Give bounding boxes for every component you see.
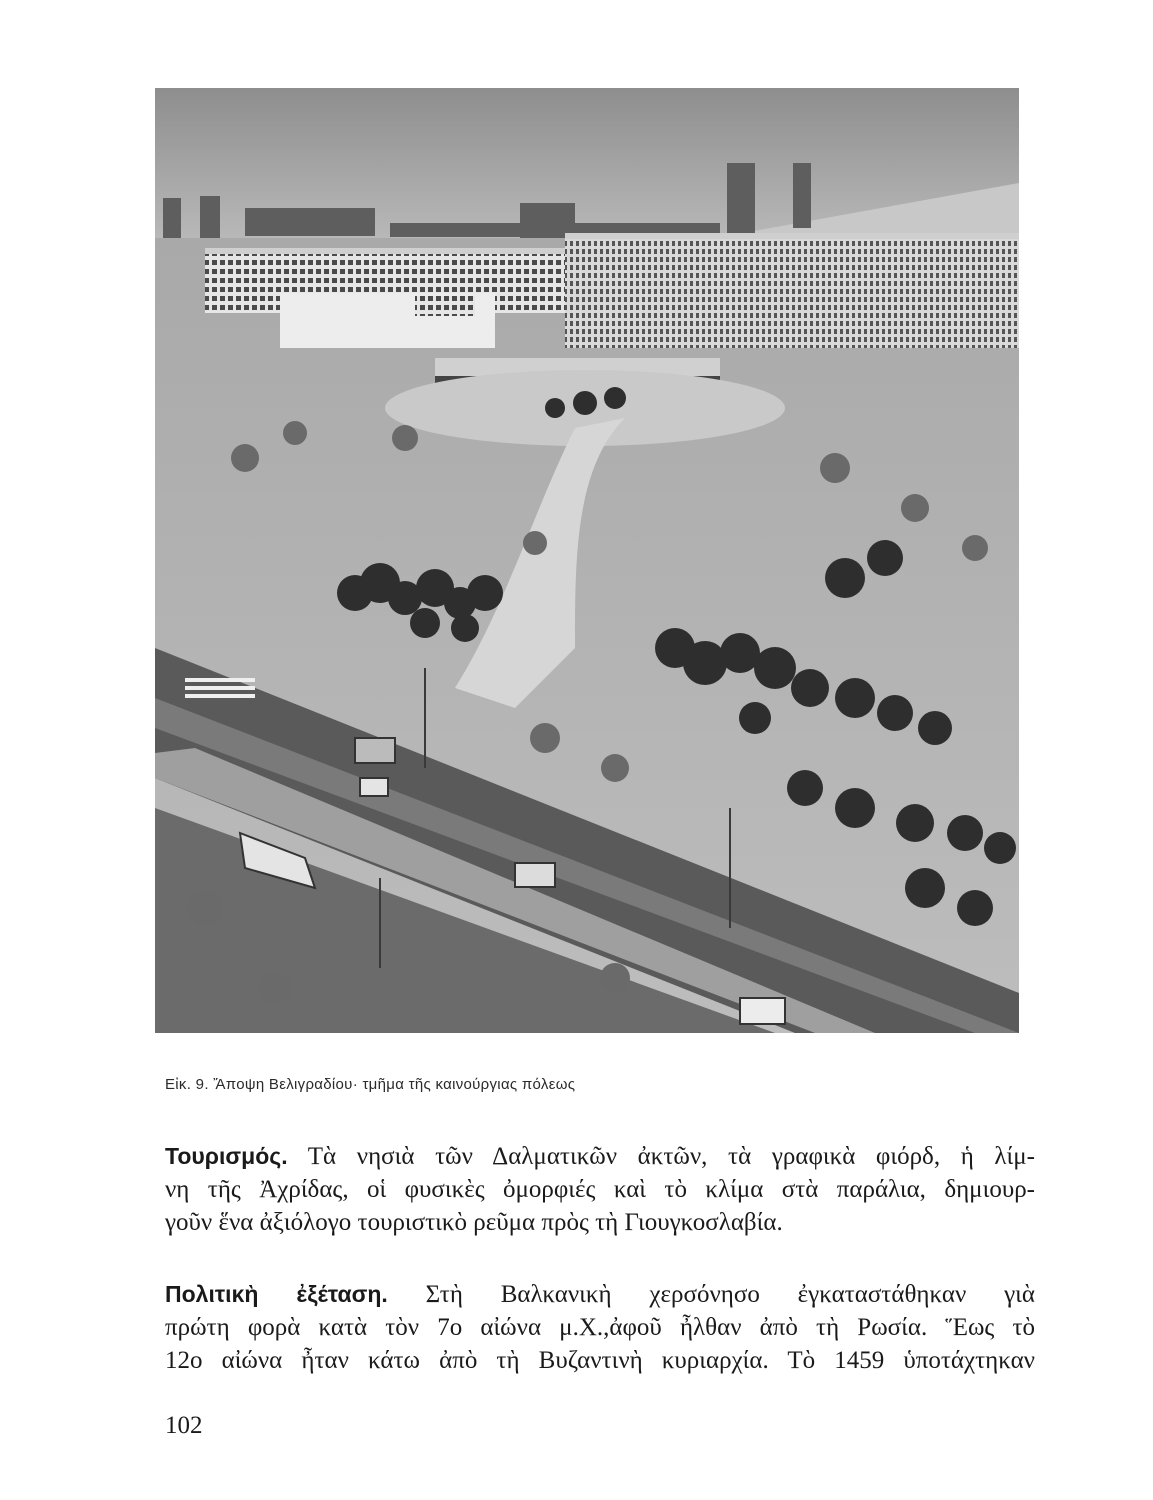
paragraph-line: νη τῆς Ἀχρίδας, οἱ φυσικὲς ὀμορφιές καὶ τὸ κλίμα στὰ παράλια, δημιουρ-: [165, 1176, 1035, 1203]
page-number: 102: [165, 1412, 203, 1439]
paragraph-tourism: [165, 1140, 1035, 1239]
paragraph-political: [165, 1278, 1035, 1377]
paragraph-line: 12ο αἰώνα ἦταν κάτω ἀπὸ τὴ Βυζαντινὴ κυριαρχία. Τὸ 1459 ὑποτάχτηκαν: [165, 1347, 1035, 1374]
paragraph-text: Τὰ νησιὰ τῶν Δαλματικῶν ἀκτῶν, τὰ γραφικὰ φιόρδ, ἡ λίμ-: [287, 1143, 1035, 1170]
paragraph-line: πρώτη φορὰ κατὰ τὸν 7ο αἰώνα μ.Χ.,ἀφοῦ ἦλθαν ἀπὸ τὴ Ρωσία. Ἕως τὸ: [165, 1314, 1035, 1341]
aerial-city-photo: [155, 88, 1019, 1033]
paragraph-line: [165, 1140, 1035, 1173]
figure-photo: [155, 88, 1019, 1033]
paragraph-line: [165, 1278, 1035, 1311]
paragraph-text: Στὴ Βαλκανικὴ χερσόνησο ἐγκαταστάθηκαν γιὰ: [387, 1281, 1035, 1308]
paragraph-line: γοῦν ἕνα ἀξιόλογο τουριστικὸ ρεῦμα πρὸς τὴ Γιουγκοσλαβία.: [165, 1209, 783, 1236]
figure-caption: Εἰκ. 9. Ἄποψη Βελιγραδίου· τμῆμα τῆς καινούργιας πόλεως: [165, 1076, 576, 1093]
paragraph-heading: Πολιτικὴ ἐξέταση.: [165, 1281, 388, 1307]
paragraph-heading: Τουρισμός.: [165, 1143, 288, 1169]
